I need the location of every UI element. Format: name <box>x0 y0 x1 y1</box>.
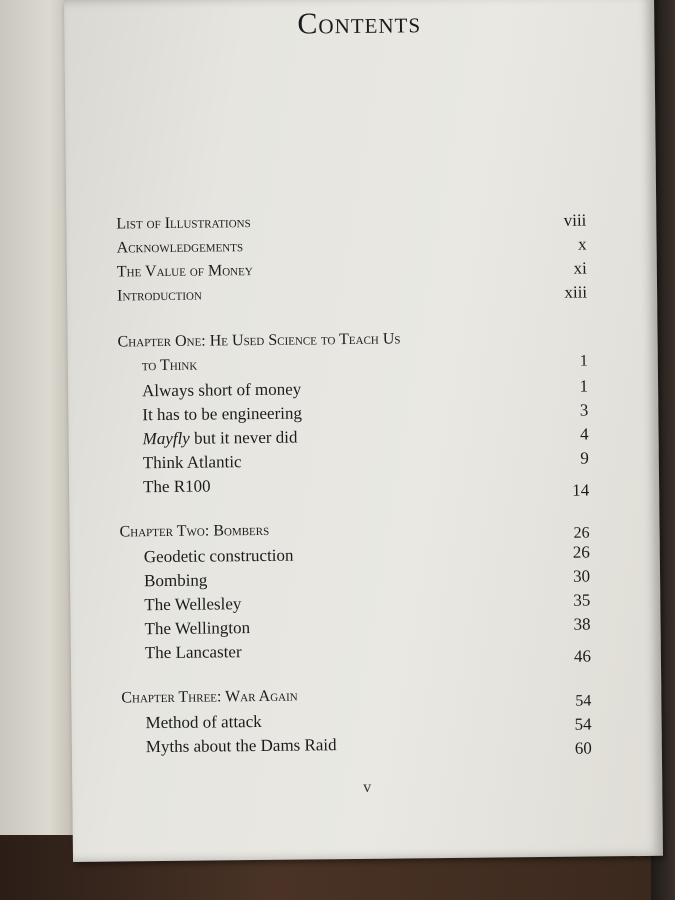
chapter-page: 26 <box>573 524 590 542</box>
toc-entry-page: xi <box>573 258 587 278</box>
chapter-title-continued: to Think <box>141 356 198 375</box>
toc-section-label: The Wellington <box>144 618 251 639</box>
toc-section-label: Bombing <box>143 570 208 591</box>
toc-entry-label: Introduction <box>117 286 202 305</box>
toc-section-label: Always short of money <box>141 379 302 401</box>
toc-section-page: 30 <box>572 566 591 586</box>
toc-section-page: 4 <box>579 424 589 444</box>
chapter-title: Chapter Three: War Again <box>121 687 298 707</box>
toc-entry-page: viii <box>563 210 587 230</box>
toc-section-label <box>142 428 297 450</box>
ship-name-italic: Mayfly <box>142 428 190 449</box>
toc-section-page: 3 <box>579 400 589 420</box>
toc-section-label: Method of attack <box>145 711 262 733</box>
table-of-contents <box>116 211 592 762</box>
toc-section-page: 14 <box>572 480 590 500</box>
toc-section-page: 60 <box>574 738 592 758</box>
toc-entry-page: x <box>577 234 587 254</box>
toc-section-page: 26 <box>572 542 590 562</box>
toc-entry-label: List of Illustrations <box>116 214 251 233</box>
toc-section-page: 9 <box>580 448 589 468</box>
toc-section-page: 46 <box>573 646 591 666</box>
chapter-title: Chapter Two: Bombers <box>119 521 270 541</box>
toc-section-page: 38 <box>573 614 591 634</box>
toc-section-label: The Wellesley <box>144 594 242 615</box>
toc-entry[interactable] <box>117 283 587 312</box>
contents-page <box>64 0 663 862</box>
toc-section[interactable] <box>122 733 592 762</box>
toc-section[interactable] <box>119 473 589 502</box>
chapter-title: Chapter One: He Used Science to Teach Us <box>117 330 401 351</box>
toc-section-label: The Lancaster <box>144 642 242 663</box>
toc-section-label-rest: but it never did <box>189 427 298 448</box>
toc-entry-page: xiii <box>564 282 588 302</box>
toc-section-page: 54 <box>574 714 592 734</box>
toc-section-label: It has to be engineering <box>142 403 303 425</box>
toc-section-label: Think Atlantic <box>142 452 242 473</box>
toc-section[interactable] <box>121 639 591 668</box>
toc-entry-label: The Value of Money <box>116 262 253 281</box>
toc-section-label: Myths about the Dams Raid <box>145 735 337 757</box>
toc-section-page: 1 <box>579 376 589 396</box>
page-title: Contents <box>297 6 422 41</box>
chapter-page: 54 <box>575 692 592 710</box>
toc-section-page: 35 <box>573 590 591 610</box>
toc-section-label: The R100 <box>143 476 211 497</box>
page-number: v <box>363 778 372 796</box>
toc-entry-label: Acknowledgements <box>116 238 244 257</box>
chapter-page: 1 <box>579 352 588 370</box>
toc-section-label: Geodetic construction <box>143 545 294 567</box>
